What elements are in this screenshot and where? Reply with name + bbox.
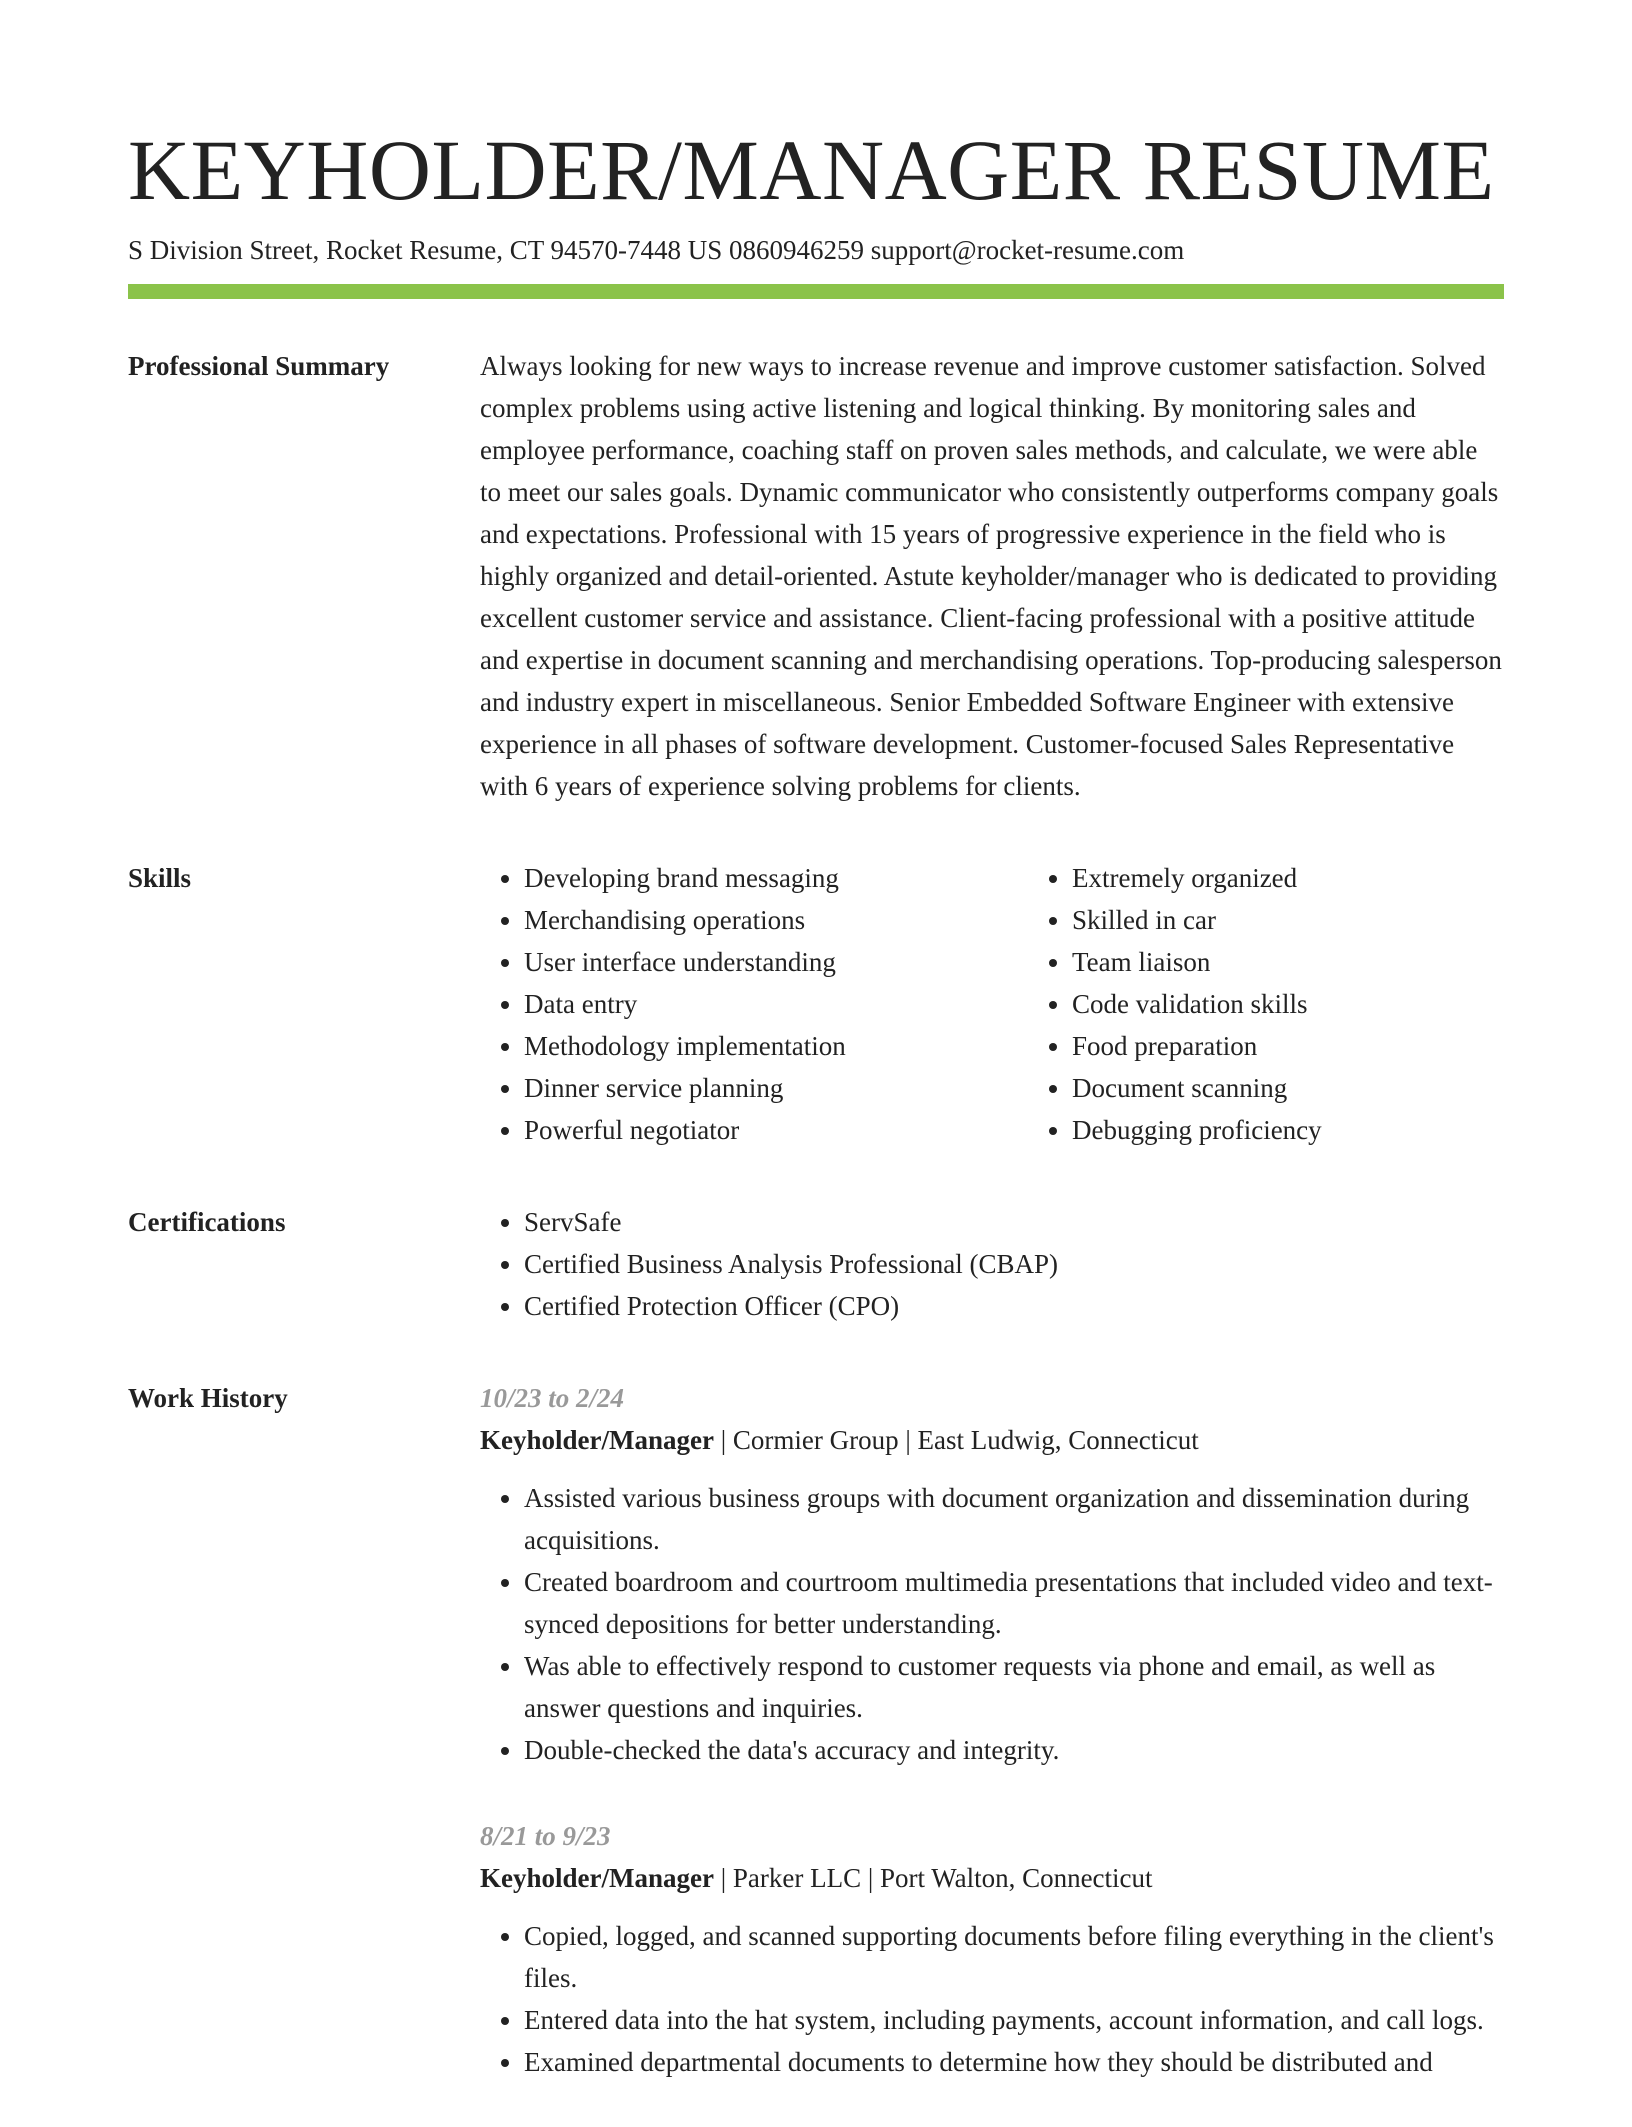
work-history-heading: Work History	[128, 1383, 288, 1413]
skill-item: • Merchandising operations	[524, 899, 1028, 941]
certifications-heading: Certifications	[128, 1207, 286, 1237]
job-bullet: • Entered data into the hat system, including payments, account information, and call logs.	[524, 1999, 1504, 2041]
skill-item: • Debugging proficiency	[1072, 1109, 1576, 1151]
job-dates: 10/23 to 2/24	[480, 1383, 625, 1413]
resume-page	[128, 118, 1504, 2127]
certification-item: • Certified Business Analysis Professional (CBAP)	[524, 1243, 1504, 1285]
skill-item: • Dinner service planning	[524, 1067, 1028, 1109]
accent-divider	[128, 284, 1504, 299]
certifications-list	[480, 1201, 1504, 1327]
certification-item: • ServSafe	[524, 1201, 1504, 1243]
job-bullets	[480, 1915, 1504, 2083]
job-dates: 8/21 to 9/23	[480, 1821, 611, 1851]
skill-item: • Powerful negotiator	[524, 1109, 1028, 1151]
summary-heading: Professional Summary	[128, 351, 390, 381]
certification-item: • Certified Protection Officer (CPO)	[524, 1285, 1504, 1327]
contact-info: S Division Street, Rocket Resume, CT 94570-7448 US 0860946259 support@rocket-resume.com	[128, 235, 1185, 265]
job-bullet: • Assisted various business groups with document organization and dissemination during acquisitions.	[524, 1477, 1504, 1561]
summary-text: Always looking for new ways to increase revenue and improve customer satisfaction. Solved complex problems using active listening and logical thinking. By monitoring sales and employee performance, coaching staff on proven sales methods, and calculate, we were able to meet our sales goals. Dynamic communicator who consistently outperforms company goals and expectations. Professional with 15 years of progressive experience in the field who is highly organized and detail-oriented. Astute keyholder/manager who is dedicated to providing excellent customer service and assistance. Client-facing professional with a positive attitude and expertise in document scanning and merchandising operations. Top-producing salesperson and industry expert in miscellaneous. Senior Embedded Software Engineer with extensive experience in all phases of software development. Customer-focused Sales Representative with 6 years of experience solving problems for clients.	[480, 351, 1502, 801]
job-title: Keyholder/Manager	[480, 1425, 714, 1455]
job-bullet: • Copied, logged, and scanned supporting documents before filing everything in the client's files.	[524, 1915, 1504, 1999]
job-employer-location: | Parker LLC | Port Walton, Connecticut	[713, 1863, 1153, 1893]
job-employer-location: | Cormier Group | East Ludwig, Connecticut	[713, 1425, 1199, 1455]
skills-list-right	[1028, 857, 1576, 1151]
job-bullet: • Double-checked the data's accuracy and integrity.	[524, 1729, 1504, 1771]
skill-item: • User interface understanding	[524, 941, 1028, 983]
certifications-section	[128, 1201, 1504, 1327]
job-heading	[480, 1857, 1504, 1899]
skill-item: • Document scanning	[1072, 1067, 1576, 1109]
job-bullets	[480, 1477, 1504, 1771]
skills-list-left	[480, 857, 1028, 1151]
resume-title: KEYHOLDER/MANAGER RESUME	[128, 122, 1495, 218]
skill-item: • Code validation skills	[1072, 983, 1576, 1025]
skills-heading: Skills	[128, 863, 192, 893]
job-bullet: • Created boardroom and courtroom multimedia presentations that included video and text-synced depositions for better understanding.	[524, 1561, 1504, 1645]
skill-item: • Extremely organized	[1072, 857, 1576, 899]
job-heading	[480, 1419, 1504, 1461]
job-entry	[480, 1815, 1504, 2083]
skill-item: • Team liaison	[1072, 941, 1576, 983]
job-bullet: • Examined departmental documents to determine how they should be distributed and	[524, 2041, 1504, 2083]
skill-item: • Skilled in car	[1072, 899, 1576, 941]
skill-item: • Data entry	[524, 983, 1028, 1025]
skill-item: • Food preparation	[1072, 1025, 1576, 1067]
job-title: Keyholder/Manager	[480, 1863, 714, 1893]
summary-section	[128, 345, 1504, 807]
skill-item: • Methodology implementation	[524, 1025, 1028, 1067]
job-bullet: • Was able to effectively respond to customer requests via phone and email, as well as answer questions and inquiries.	[524, 1645, 1504, 1729]
skill-item: • Developing brand messaging	[524, 857, 1028, 899]
work-history-section	[128, 1377, 1504, 2127]
job-entry	[480, 1377, 1504, 1771]
skills-section	[128, 857, 1504, 1151]
